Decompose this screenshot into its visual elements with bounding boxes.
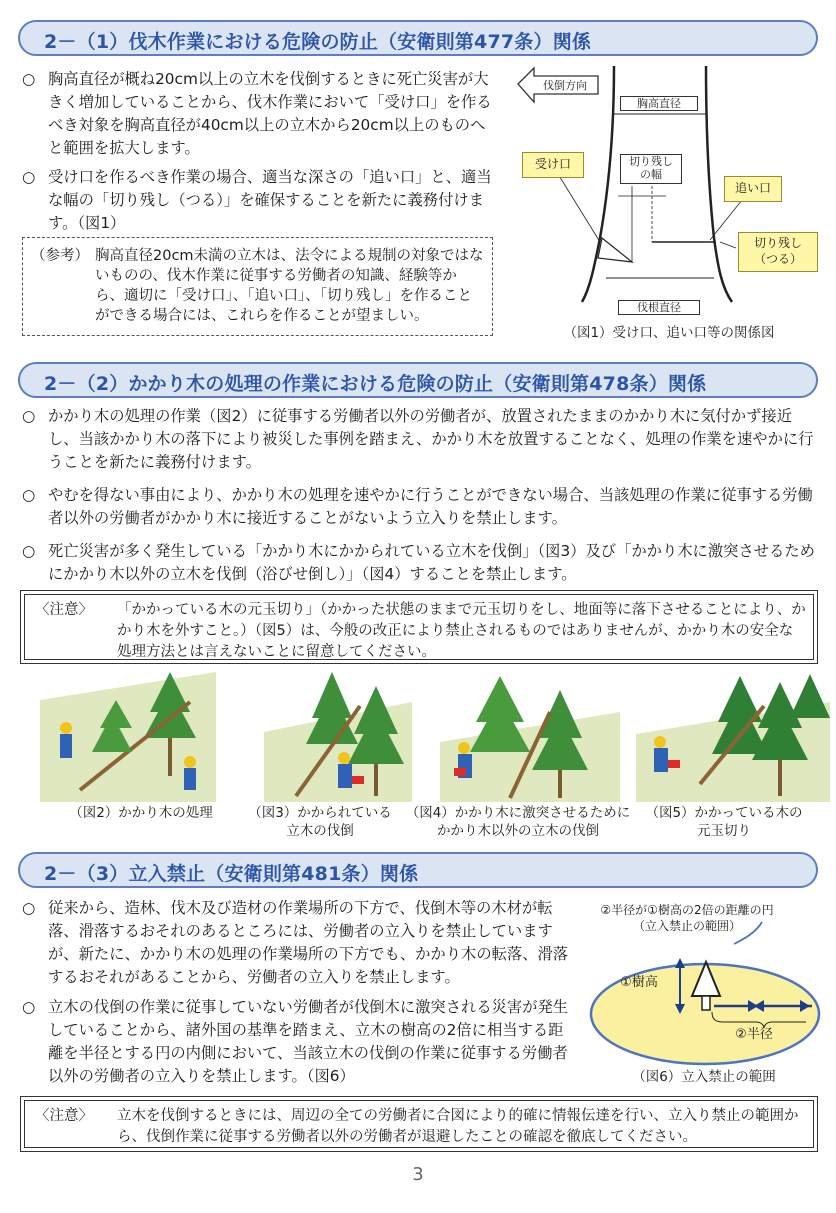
bullet-text: やむを得ない事由により、かかり木の処理を速やかに行うことができない場合、当該処理の作業に従事する労働者以外の労働者がかかり木に接近することがないよう立入りを禁止します。 <box>48 486 813 527</box>
hinge-label: 切り残し （つる） <box>738 232 818 272</box>
note-box-1 <box>20 590 818 664</box>
section-2-heading <box>18 362 818 398</box>
bullet-text: 死亡災害が多く発生している「かかり木にかかられている立木を伐倒」（図3）及び「かかり木に激突させるためにかかり木以外の立木を伐倒（浴びせ倒し）」（図4）することを禁止します。 <box>48 542 815 583</box>
bullet-text: 従来から、造林、伐木及び造材の作業場所の下方で、伐倒木等の木材が転落、滑落するおそれのあるところには、労働者の立入りを禁止していますが、新たに、かかり木の処理の作業場所の下方でも、かかり木の転落、滑落するおそれがあることから、労働者の立入りを禁止します。 <box>48 899 569 986</box>
undercut-leader <box>558 174 600 242</box>
radius-label: ②半径 <box>735 1027 773 1042</box>
note-box-2 <box>20 1096 818 1152</box>
illustrations-row <box>40 672 830 802</box>
figure-3-illustration <box>264 672 412 802</box>
figure-6-caption: （図6）立入禁止の範囲 <box>632 1069 776 1085</box>
bullet-text: かかり木の処理の作業（図2）に従事する労働者以外の労働者が、放置されたままのかかり木に気付かず接近し、当該かかり木の落下により被災した事例を踏まえ、かかり木を放置することなく、処理の作業を速やかに行うことを新たに義務付けます。 <box>48 407 814 471</box>
figure-6 <box>584 902 826 1088</box>
note-label: 〈注意〉 <box>35 602 93 618</box>
section-2-bullet-1 <box>22 405 818 474</box>
bullet-mark: ○ <box>22 899 36 917</box>
bullet-text: 立木の伐倒の作業に従事していない労働者が伐倒木に激突される災害が発生していることから、諸外国の基準を踏まえ、立木の樹高の2倍に相当する距離を半径とする円の内側において、当該立木の伐倒の作業に従事する労働者以外の労働者の立入りを禁止します。（図6） <box>48 998 569 1085</box>
tree-trunk-icon <box>702 996 710 1010</box>
figure-2-illustration <box>40 672 216 802</box>
reference-box <box>22 237 493 336</box>
tree-height-label: ①樹高 <box>620 975 658 990</box>
bullet-mark: ○ <box>22 998 36 1016</box>
bullet-mark: ○ <box>22 542 36 560</box>
trunk-left-outline <box>582 66 614 302</box>
dbh-label: 胸高直径 <box>620 96 698 111</box>
hinge-width-label: 切り残し の幅 <box>620 154 682 184</box>
section-3-heading-text: 2－（3）立入禁止（安衛則第481条）関係 <box>44 863 419 885</box>
section-1-heading <box>18 20 818 56</box>
bullet-mark: ○ <box>22 407 36 425</box>
page-number: 3 <box>412 1164 424 1185</box>
figure-1 <box>510 62 826 346</box>
stump-diameter-label: 伐根直径 <box>618 300 700 315</box>
backcut-label: 追い口 <box>724 176 782 202</box>
section-2-heading-text: 2－（2）かかり木の処理の作業における危険の防止（安衛則第478条）関係 <box>44 373 707 395</box>
bullet-text: 胸高直径が概ね20cm以上の立木を伐倒するときに死亡災害が大きく増加していることから、伐木作業において「受け口」を作るべき対象を胸高直径が40cm以上の立木から20cm以上のものへと範囲を拡大します。 <box>48 70 492 157</box>
section-2-bullet-3 <box>22 540 818 586</box>
bullet-mark: ○ <box>22 486 36 504</box>
illustrations-svg <box>40 672 830 802</box>
figure-4-illustration <box>440 676 620 802</box>
note-label: 〈注意〉 <box>35 1108 93 1124</box>
hinge-leader <box>720 242 736 248</box>
figure-4-caption: （図4）かかり木に激突させるために かかり木以外の立木の伐倒 <box>405 805 631 839</box>
section-1-bullet-2 <box>22 166 500 235</box>
bullet-mark: ○ <box>22 70 36 88</box>
undercut-label: 受け口 <box>522 152 584 178</box>
note-text: 「かかっている木の元玉切り」（かかった状態のままで元玉切りをし、地面等に落下させることにより、かかり木を外すこと。）（図5）は、今般の改正により禁止されるものではありませんが、かかり木の安全な処理方法とは言えないことに留意してください。 <box>117 602 806 660</box>
section-1-bullet-1 <box>22 68 500 160</box>
figure-1-caption: （図1）受け口、追い口等の関係図 <box>563 325 775 341</box>
figure-2-caption: （図2）かかり木の処理 <box>69 805 213 821</box>
section-3-bullet-2 <box>22 996 574 1088</box>
fell-direction-label: 伐倒方向 <box>543 79 587 92</box>
figure-5-caption: （図5）かかっている木の 元玉切り <box>645 805 803 839</box>
note-text: 立木を伐倒するときには、周辺の全ての労働者に合図により的確に情報伝達を行い、立入り禁止の範囲から、伐倒作業に従事する労働者以外の労働者が退避したことの確認を徹底してください。 <box>117 1108 799 1145</box>
figure-6-top-label: ②半径が①樹高の2倍の距離の円 （立入禁止の範囲） <box>600 903 774 933</box>
figure-5-illustration <box>636 674 830 802</box>
undercut-wedge <box>598 238 632 262</box>
reference-text: 胸高直径20cm未満の立木は、法令による規制の対象ではないものの、伐木作業に従事する労働者の知識、経験等から、適切に「受け口」、「追い口」、「切り残し」を作ることができる場合には、これらを作ることが望ましい。 <box>95 248 484 324</box>
reference-label: （参考） <box>31 248 89 264</box>
bullet-text: 受け口を作るべき作業の場合、適当な深さの「追い口」と、適当な幅の「切り残し（つる）」を確保することを新たに義務付けます。（図1） <box>48 168 492 232</box>
section-1-heading-text: 2－（1）伐木作業における危険の防止（安衛則第477条）関係 <box>44 31 592 53</box>
figure-3-caption: （図3）かかられている 立木の伐倒 <box>248 805 392 839</box>
section-3-bullet-1 <box>22 897 574 989</box>
bullet-mark: ○ <box>22 168 36 186</box>
section-2-bullet-2 <box>22 484 818 530</box>
section-3-heading <box>18 852 818 888</box>
